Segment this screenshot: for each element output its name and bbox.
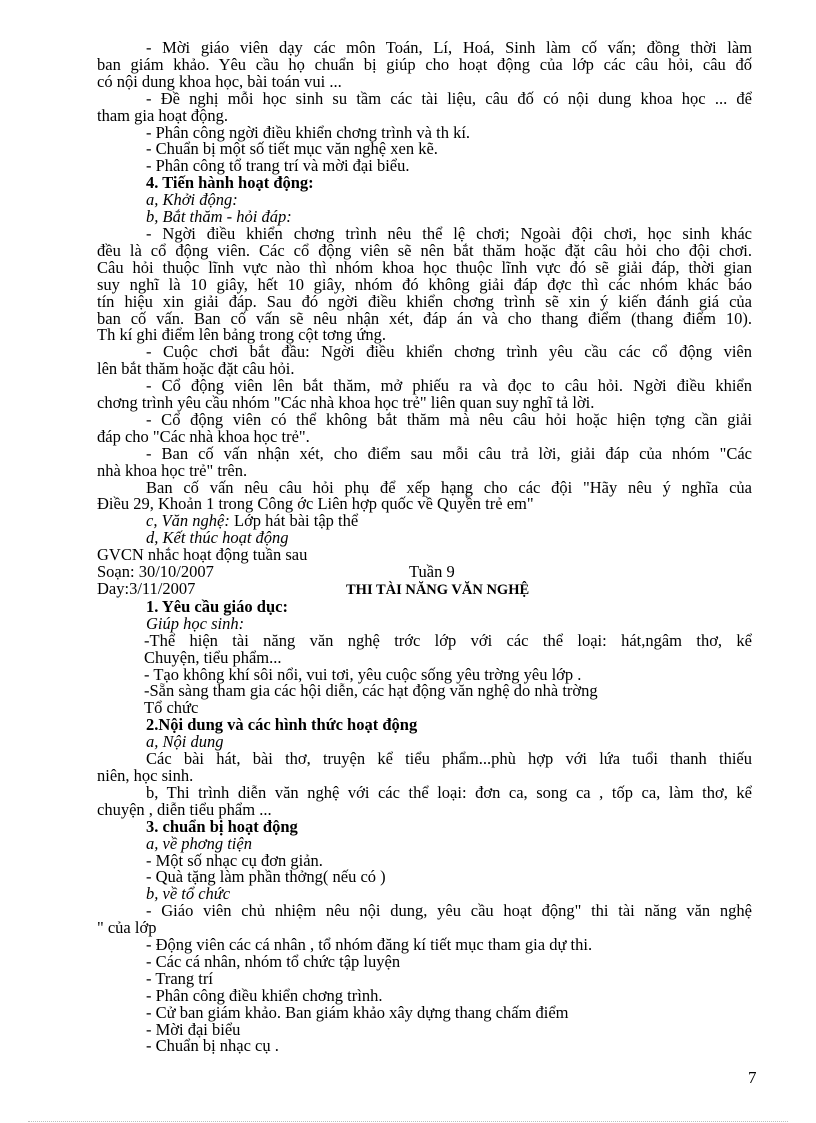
paragraph-line: ban giám khảo. Yêu cầu họ chuẩn bị giúp cho hoạt động của lớp các câu hỏi, câu đố xyxy=(97,54,752,74)
list-item: - Giáo viên chủ nhiệm nêu nội dung, yêu cầu hoạt động" thi tài năng văn nghệ xyxy=(146,901,752,921)
list-item: - Quà tặng làm phần thởng( nếu có ) xyxy=(146,867,386,887)
subsection-heading: c, Văn nghệ: xyxy=(146,511,230,531)
list-item: - Chuẩn bị nhạc cụ . xyxy=(146,1036,279,1056)
list-item: -Sẵn sàng tham gia các hội diễn, các hạt động văn nghệ do nhà trờng xyxy=(144,681,598,701)
paragraph-line: - Cổ động viên lên bắt thăm, mở phiếu ra và đọc to câu hỏi. Ngời điều khiển xyxy=(146,376,752,396)
list-item: - Các cá nhân, nhóm tổ chức tập luyện xyxy=(146,951,401,971)
paragraph-line: - Đề nghị mỗi học sinh su tầm các tài liệu, câu đố có nội dung khoa học ... để xyxy=(146,88,752,108)
paragraph-line: Ban cố vấn nêu câu hỏi phụ để xếp hạng cho các đội "Hãy nêu ý nghĩa của xyxy=(146,477,752,497)
list-item: - Phân công tổ trang trí và mời đại biểu. xyxy=(146,156,410,176)
paragraph-line: - Ban cố vấn nhận xét, cho điểm sau mỗi câu trả lời, giải đáp của nhóm "Các xyxy=(146,443,752,463)
list-item: - Phân công điều khiển chơng trình. xyxy=(146,985,383,1005)
paragraph-line: - Ngời điều khiển chơng trình nêu thể lệ chơi; Ngoài đội chơi, học sinh khác xyxy=(146,223,752,243)
page-number: 7 xyxy=(748,1068,757,1087)
subsection-heading: a, về phơng tiện xyxy=(146,833,252,853)
list-item: - Tạo không khí sôi nổi, vui tơi, yêu cuộc sống yêu trờng yêu lớp . xyxy=(144,664,582,684)
paragraph-line: - Mời giáo viên dạy các môn Toán, Lí, Hoá, Sinh làm cố vấn; đồng thời làm xyxy=(146,38,752,57)
paragraph-line: niên, học sinh. xyxy=(97,765,194,785)
paragraph-line: lên bắt thăm hoặc đặt câu hỏi. xyxy=(97,359,295,379)
paragraph-line: - Cuộc chơi bắt đầu: Ngời điều khiển chơng trình yêu cầu các cổ động viên xyxy=(146,342,752,362)
paragraph-line: đáp cho "Các nhà khoa học trẻ". xyxy=(97,426,310,446)
list-item: - Động viên các cá nhân , tổ nhóm đăng kí tiết mục tham gia dự thi. xyxy=(146,935,593,955)
prepared-date: Soạn: 30/10/2007 xyxy=(97,562,214,582)
note-line: GVCN nhắc hoạt động tuần sau xyxy=(97,545,308,565)
list-item: - Trang trí xyxy=(146,968,213,988)
paragraph-line: nhà khoa học trẻ" trên. xyxy=(97,460,248,480)
list-item: - Phân công ngời điều khiển chơng trình và th kí. xyxy=(146,122,471,142)
subsection-heading: d, Kết thúc hoạt động xyxy=(146,528,289,548)
document-page xyxy=(97,40,752,1055)
date-row xyxy=(97,564,752,581)
page-bottom-divider xyxy=(28,1121,788,1122)
paragraph-line: -Thể hiện tài năng văn nghệ trớc lớp với các thể loại: hát,ngâm thơ, kể xyxy=(144,630,752,650)
list-item: - Mời đại biểu xyxy=(146,1019,241,1039)
subsection-heading: b, Bắt thăm - hỏi đáp: xyxy=(146,207,292,227)
page-title: THI TÀI NĂNG VĂN NGHỆ xyxy=(346,582,530,598)
paragraph-line: - Cổ động viên có thể không bắt thăm mà nêu câu hỏi hoặc hiện tợng cần giải xyxy=(146,409,752,429)
subsection-heading: a, Khởi động: xyxy=(146,190,238,210)
paragraph-line: Chuyện, tiểu phẩm... xyxy=(144,647,282,667)
section-heading: 1. Yêu cầu giáo dục: xyxy=(146,596,288,616)
subsection-text: Lớp hát bài tập thể xyxy=(229,511,359,531)
section-heading: 4. Tiến hành hoạt động: xyxy=(146,173,314,193)
paragraph-line: có nội dung khoa học, bài toán vui ... xyxy=(97,71,342,91)
paragraph-line: đều là cổ động viên. Các cổ động viên sẽ nên bắt thăm hoặc đặt câu hỏi cho đội chơi. xyxy=(97,240,752,260)
list-item: - Chuẩn bị một số tiết mục văn nghệ xen kẽ. xyxy=(146,139,438,159)
list-item: - Một số nhạc cụ đơn giản. xyxy=(146,850,323,870)
section-heading: 3. chuẩn bị hoạt động xyxy=(146,816,298,836)
paragraph-line: chơng trình yêu cầu nhóm "Các nhà khoa học trẻ" liên quan suy nghĩ tả lời. xyxy=(97,393,595,413)
paragraph-line: b, Thi trình diễn văn nghệ với các thể loại: đơn ca, song ca , tốp ca, làm thơ, kể xyxy=(146,782,752,802)
paragraph-line: suy nghĩ là 10 giây, hết 10 giây, nhóm đó không giải đáp đợc thì các nhóm khác báo xyxy=(97,274,752,294)
subsection-heading: Giúp học sinh: xyxy=(146,613,245,633)
paragraph-line: tín hiệu xin giải đáp. Sau đó ngời điều khiển chơng trình sẽ xin ý kiến đánh giá của xyxy=(97,291,752,311)
subsection-heading: a, Nội dung xyxy=(146,732,224,752)
paragraph-line: " của lớp xyxy=(97,918,157,938)
paragraph-line: Điều 29, Khoản 1 trong Công ớc Liên hợp quốc về Quyền trẻ em" xyxy=(97,494,534,514)
paragraph-line: ban cố vấn. Ban cố vấn sẽ nêu nhận xét, đáp án và cho thang điểm (thang điểm 10). xyxy=(97,308,752,328)
teaching-date: Day:3/11/2007 xyxy=(97,579,196,598)
paragraph-line: Th kí ghi điểm lên bảng trong cột tơng ứng. xyxy=(97,325,386,345)
week-label: Tuần 9 xyxy=(409,562,455,582)
paragraph-line: Các bài hát, bài thơ, truyện kể tiểu phẩm...phù hợp với lứa tuổi thanh thiếu xyxy=(146,749,752,769)
subsection-heading: b, về tổ chức xyxy=(146,884,231,904)
list-item: - Cử ban giám khảo. Ban giám khảo xây dựng thang chấm điểm xyxy=(146,1002,569,1022)
paragraph-line: chuyện , diễn tiểu phẩm ... xyxy=(97,799,272,819)
paragraph-line: tham gia hoạt động. xyxy=(97,105,229,125)
paragraph-line: Câu hỏi thuộc lĩnh vực nào thì nhóm khoa học thuộc lĩnh vực đó sẽ giải đáp, thời gian xyxy=(97,257,752,277)
section-heading: 2.Nội dung và các hình thức hoạt động xyxy=(146,715,418,735)
paragraph-line: Tổ chức xyxy=(144,698,199,718)
